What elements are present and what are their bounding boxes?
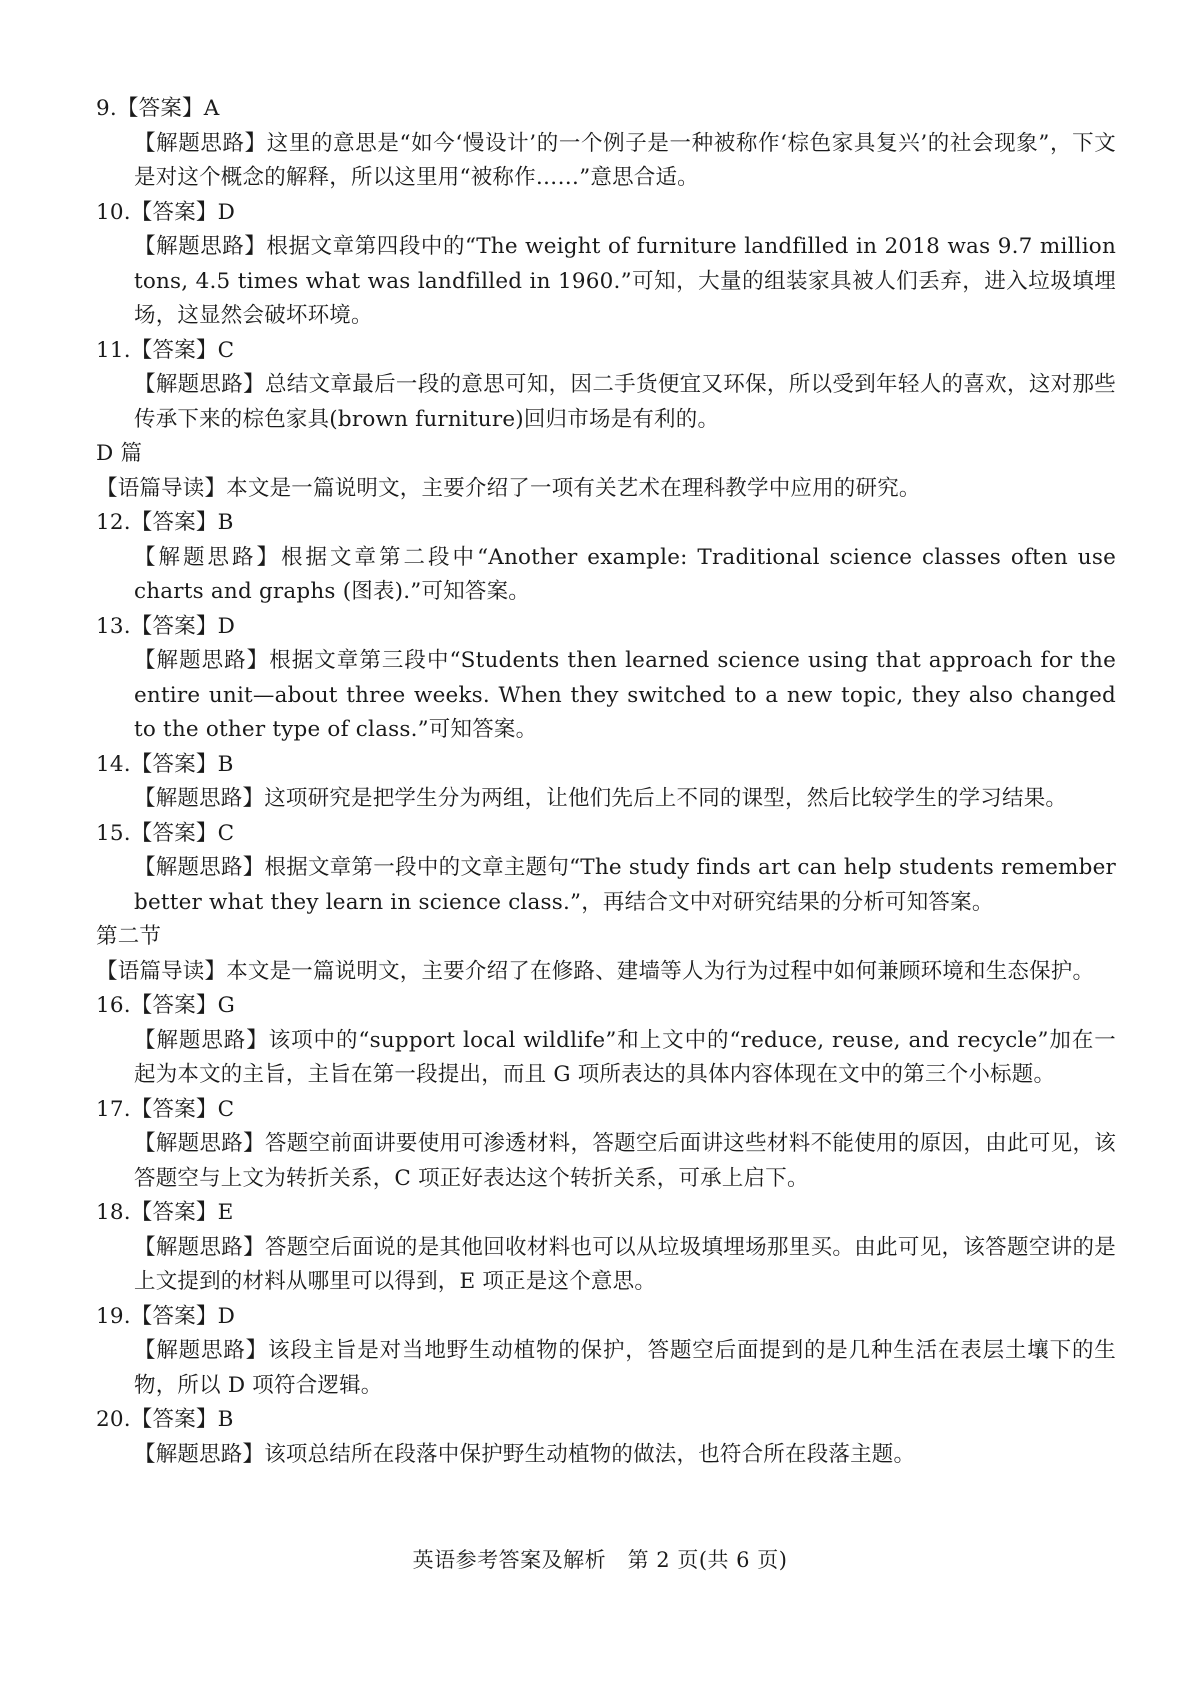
explanation-10: 【解题思路】根据文章第四段中的“The weight of furniture landfilled in 2018 was 9.7 million tons, 4.5 times what was landfilled in 1960.”可知，大量的组装家具被人们丢弃，进入垃圾填埋场，这显然会破坏环境。 <box>134 234 1116 328</box>
answer-head-9: 9.【答案】A <box>96 96 220 121</box>
explanation-19: 【解题思路】该段主旨是对当地野生动植物的保护，答题空后面提到的是几种生活在表层土壤下的生物，所以 D 项符合逻辑。 <box>134 1338 1116 1398</box>
explanation-16: 【解题思路】该项中的“support local wildlife”和上文中的“reduce, reuse, and recycle”加在一起为本文的主旨，主旨在第一段提出，而且 G 项所表达的具体内容体现在文中的第三个小标题。 <box>134 1027 1116 1087</box>
answer-head-18: 18.【答案】E <box>96 1200 234 1225</box>
explanation-18: 【解题思路】答题空后面说的是其他回收材料也可以从垃圾填埋场那里买。由此可见，该答题空讲的是上文提到的材料从哪里可以得到，E 项正是这个意思。 <box>134 1234 1116 1294</box>
answer-head-16: 16.【答案】G <box>96 993 235 1018</box>
explanation-14: 【解题思路】这项研究是把学生分为两组，让他们先后上不同的课型，然后比较学生的学习结果。 <box>134 786 1068 811</box>
section-title-d: D 篇 <box>96 441 143 466</box>
explanation-12: 【解题思路】根据文章第二段中“Another example: Traditional science classes often use charts and graphs (图表).”可知答案。 <box>134 544 1116 604</box>
explanation-9: 【解题思路】这里的意思是“如今‘慢设计’的一个例子是一种被称作‘棕色家具复兴’的社会现象”，下文是对这个概念的解释，所以这里用“被称作……”意思合适。 <box>134 130 1116 190</box>
passage-guide-part2: 【语篇导读】本文是一篇说明文，主要介绍了在修路、建墙等人为行为过程中如何兼顾环境和生态保护。 <box>96 958 1095 984</box>
section-title-part2: 第二节 <box>96 924 162 949</box>
answer-head-20: 20.【答案】B <box>96 1407 234 1432</box>
answer-head-10: 10.【答案】D <box>96 199 236 225</box>
answer-head-12: 12.【答案】B <box>96 510 234 535</box>
answer-head-15: 15.【答案】C <box>96 820 235 846</box>
answer-head-19: 19.【答案】D <box>96 1303 236 1329</box>
explanation-11: 【解题思路】总结文章最后一段的意思可知，因二手货便宜又环保，所以受到年轻人的喜欢，这对那些传承下来的棕色家具(brown furniture)回归市场是有利的。 <box>134 372 1116 432</box>
passage-guide-d: 【语篇导读】本文是一篇说明文，主要介绍了一项有关艺术在理科教学中应用的研究。 <box>96 475 921 501</box>
explanation-17: 【解题思路】答题空前面讲要使用可渗透材料，答题空后面讲这些材料不能使用的原因，由此可见，该答题空与上文为转折关系，C 项正好表达这个转折关系，可承上启下。 <box>134 1131 1116 1191</box>
answer-head-11: 11.【答案】C <box>96 337 235 363</box>
explanation-20: 【解题思路】该项总结所在段落中保护野生动植物的做法，也符合所在段落主题。 <box>134 1441 916 1467</box>
explanation-13: 【解题思路】根据文章第三段中“Students then learned science using that approach for the entire unit—about three weeks. When they switched to a new topic, they also changed to the other type of class.”可知答案。 <box>134 648 1116 742</box>
answer-head-14: 14.【答案】B <box>96 751 234 777</box>
page-footer <box>0 1544 1200 1574</box>
answer-head-17: 17.【答案】C <box>96 1096 235 1122</box>
footer-text: 英语参考答案及解析 第 2 页(共 6 页) <box>412 1548 788 1572</box>
answer-head-13: 13.【答案】D <box>96 613 236 639</box>
answer-content <box>96 92 1116 1472</box>
explanation-15: 【解题思路】根据文章第一段中的文章主题句“The study finds art can help students remember better what they learn in science class.”，再结合文中对研究结果的分析可知答案。 <box>134 855 1116 915</box>
